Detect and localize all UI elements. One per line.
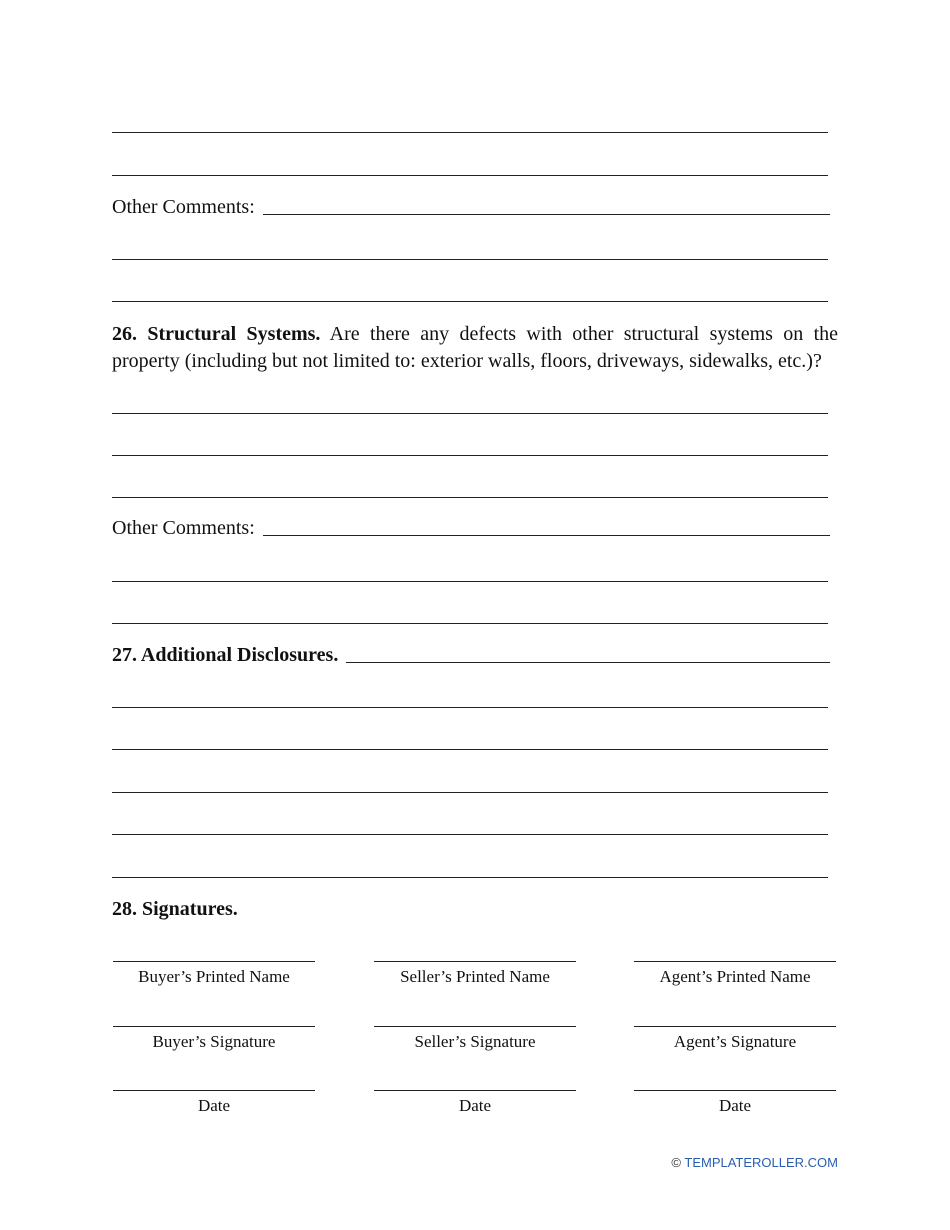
templateroller-link[interactable]: TEMPLATEROLLER.COM: [684, 1155, 838, 1170]
answer-line[interactable]: [112, 581, 828, 582]
copyright-icon: ©: [671, 1155, 681, 1170]
printed-name-line[interactable]: [113, 961, 315, 962]
printed-name-label: Agent’s Printed Name: [659, 967, 811, 986]
other-comments-line[interactable]: [263, 519, 830, 536]
answer-line[interactable]: [112, 497, 828, 498]
signature-label: Buyer’s Signature: [152, 1032, 276, 1051]
answer-line[interactable]: [112, 707, 828, 708]
answer-line[interactable]: [112, 792, 828, 793]
section-27-heading: 27. Additional Disclosures.: [112, 644, 339, 666]
section-26-text: Are there any defects with other structural systems on the property (including but not limited to: exterior walls, floors, driveways, sidewalks, etc.)?: [112, 323, 838, 372]
printed-name-label: Buyer’s Printed Name: [138, 967, 290, 986]
answer-line[interactable]: [112, 749, 828, 750]
printed-name-line[interactable]: [374, 961, 576, 962]
answer-line[interactable]: [112, 834, 828, 835]
section-27-row: [112, 644, 830, 667]
signature-label: Agent’s Signature: [673, 1032, 797, 1051]
other-comments-line[interactable]: [263, 198, 830, 215]
answer-line[interactable]: [112, 455, 828, 456]
printed-name-line[interactable]: [634, 961, 836, 962]
other-comments-label: Other Comments:: [112, 196, 255, 218]
date-label: Date: [197, 1096, 231, 1115]
answer-line[interactable]: [112, 413, 828, 414]
footer-copyright: [671, 1155, 838, 1170]
additional-disclosures-line[interactable]: [346, 646, 830, 663]
answer-line[interactable]: [112, 132, 828, 133]
answer-line[interactable]: [112, 877, 828, 878]
answer-line[interactable]: [112, 175, 828, 176]
signature-line[interactable]: [634, 1026, 836, 1027]
date-line[interactable]: [374, 1090, 576, 1091]
answer-line[interactable]: [112, 259, 828, 260]
date-line[interactable]: [634, 1090, 836, 1091]
printed-name-label: Seller’s Printed Name: [400, 967, 550, 986]
other-comments-row: [112, 196, 830, 219]
section-26-title: Structural Systems.: [147, 323, 321, 345]
signature-line[interactable]: [374, 1026, 576, 1027]
answer-line[interactable]: [112, 623, 828, 624]
section-28-heading: 28. Signatures.: [112, 898, 238, 920]
section-26-question: [112, 321, 838, 375]
other-comments-row: [112, 517, 830, 540]
answer-line[interactable]: [112, 301, 828, 302]
other-comments-label: Other Comments:: [112, 517, 255, 539]
section-26-number: 26.: [112, 323, 137, 345]
date-label: Date: [458, 1096, 492, 1115]
date-label: Date: [718, 1096, 752, 1115]
signature-label: Seller’s Signature: [414, 1032, 536, 1051]
signature-line[interactable]: [113, 1026, 315, 1027]
date-line[interactable]: [113, 1090, 315, 1091]
